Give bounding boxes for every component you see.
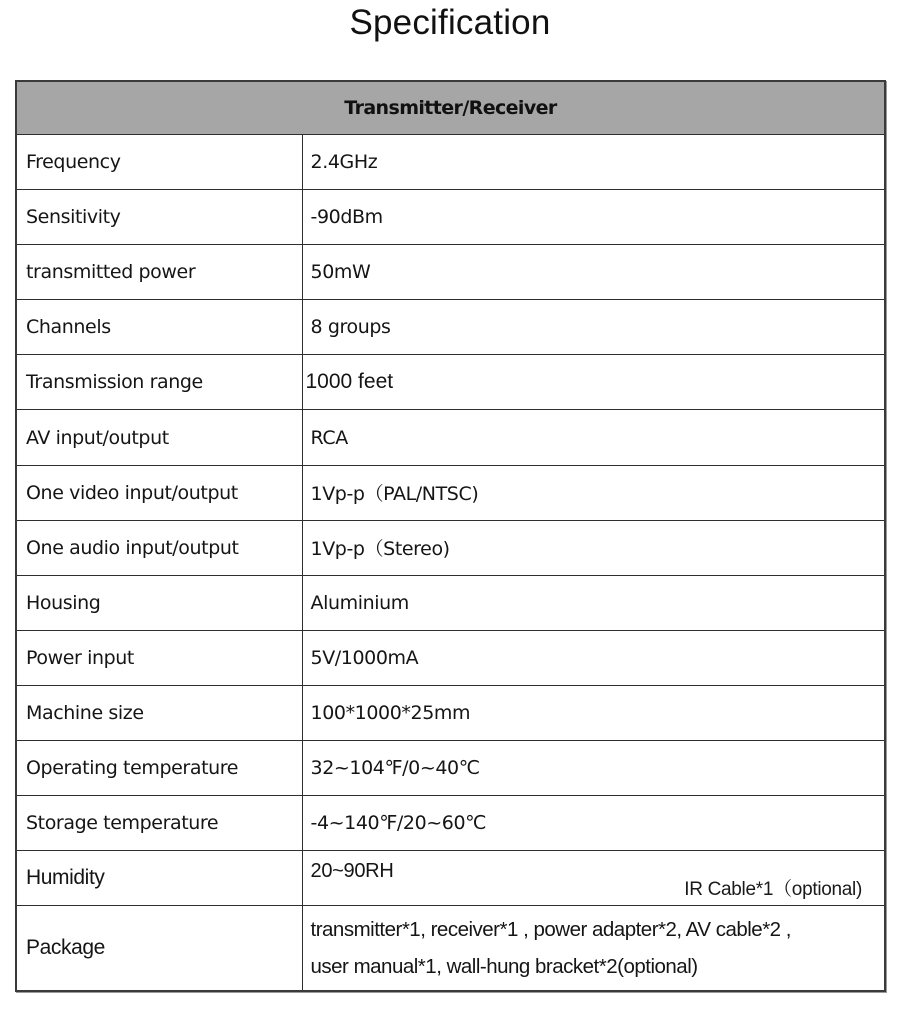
- table-header: Transmitter/Receiver: [16, 81, 885, 135]
- spec-value: 1000 feet: [302, 355, 885, 410]
- spec-value: 20~90RH: [310, 860, 394, 883]
- spec-label: Power input: [16, 630, 302, 685]
- table-row: [16, 520, 885, 575]
- table-row: [16, 410, 885, 465]
- spec-value: 2.4GHz: [302, 135, 885, 190]
- table-row: [16, 355, 885, 410]
- package-line: user manual*1, wall-hung bracket*2(optional): [310, 955, 698, 979]
- table-row: [16, 135, 885, 190]
- spec-label: Storage temperature: [16, 796, 302, 851]
- spec-label: One audio input/output: [16, 520, 302, 575]
- spec-value: -90dBm: [302, 190, 885, 245]
- spec-label: Transmission range: [16, 355, 302, 410]
- spec-label: Housing: [16, 575, 302, 630]
- table-row: [16, 190, 885, 245]
- spec-label: transmitted power: [16, 245, 302, 300]
- spec-label: Package: [16, 906, 302, 992]
- spec-value: -4~140℉/20~60℃: [302, 796, 885, 851]
- table-row: [16, 465, 885, 520]
- table-row: [16, 575, 885, 630]
- spec-value: 5V/1000mA: [302, 630, 885, 685]
- table-row: [16, 906, 885, 992]
- spec-value: 50mW: [302, 245, 885, 300]
- table-row: [16, 245, 885, 300]
- table-row: [16, 300, 885, 355]
- table-row: [16, 630, 885, 685]
- spec-value: 1Vp-p（Stereo): [302, 520, 885, 575]
- spec-label: AV input/output: [16, 410, 302, 465]
- spec-label: Frequency: [16, 135, 302, 190]
- table-header-row: [16, 81, 885, 135]
- spec-label: One video input/output: [16, 465, 302, 520]
- spec-value-cell: [302, 851, 885, 906]
- spec-value: 32~104℉/0~40℃: [302, 741, 885, 796]
- table-row: [16, 685, 885, 740]
- ir-cable-note: IR Cable*1（optional): [684, 879, 862, 901]
- spec-value: 8 groups: [302, 300, 885, 355]
- spec-value: 100*1000*25mm: [302, 685, 885, 740]
- spec-label: Humidity: [16, 851, 302, 906]
- package-line: transmitter*1, receiver*1 , power adapter*2, AV cable*2 ,: [310, 918, 791, 942]
- spec-label: Sensitivity: [16, 190, 302, 245]
- package-contents: [302, 906, 885, 992]
- spec-label: Channels: [16, 300, 302, 355]
- specification-table: [15, 80, 886, 992]
- spec-value: Aluminium: [302, 575, 885, 630]
- table-row: [16, 796, 885, 851]
- spec-value: RCA: [302, 410, 885, 465]
- spec-value: 1Vp-p（PAL/NTSC): [302, 465, 885, 520]
- table-row: [16, 741, 885, 796]
- spec-label: Operating temperature: [16, 741, 302, 796]
- page-title: Specification: [349, 3, 551, 42]
- table-row: [16, 851, 885, 906]
- spec-label: Machine size: [16, 685, 302, 740]
